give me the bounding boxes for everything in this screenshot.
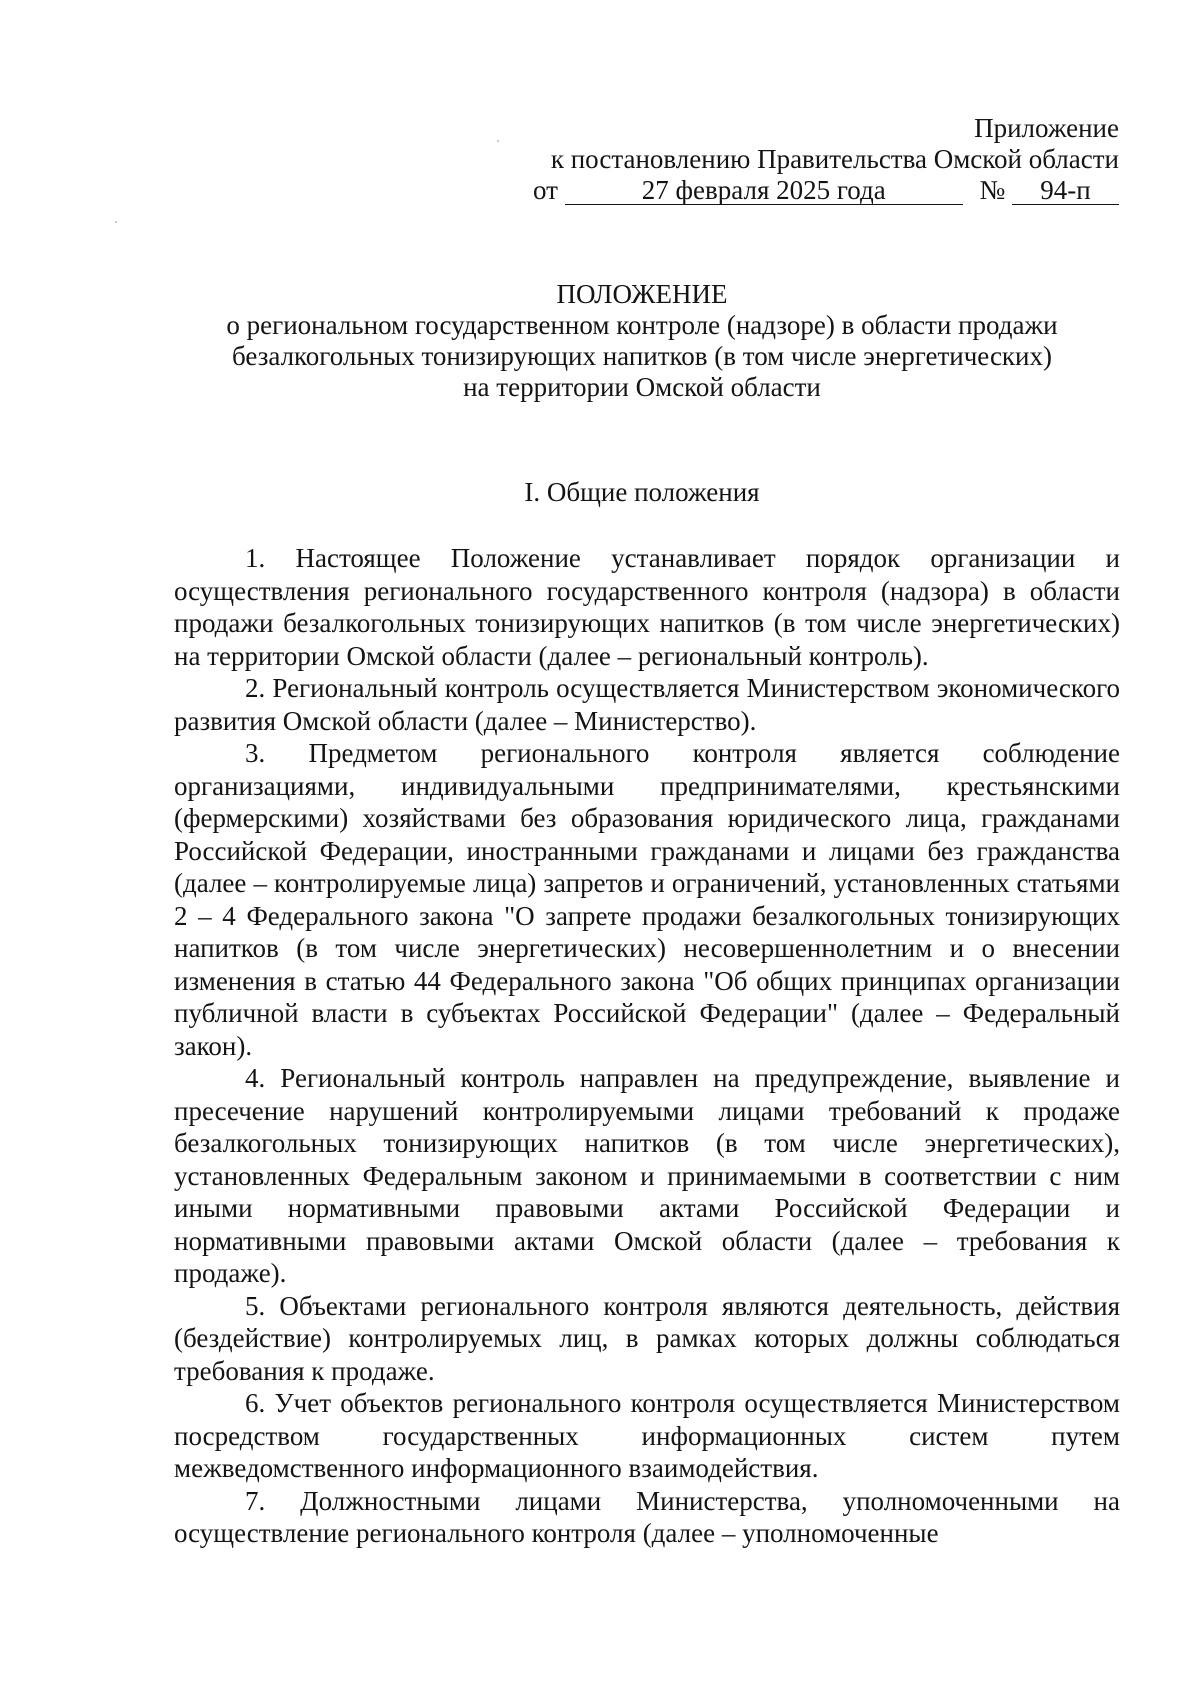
title-line: безалкогольных тонизирующих напитков (в том числе энергетических)	[232, 341, 1052, 371]
paragraph-2: 2. Региональный контроль осуществляется Министерством экономического развития Омской области (далее – Министерство).	[174, 673, 1120, 736]
section-heading: I. Общие положения	[524, 477, 760, 507]
resolution-reference: к постановлению Правительства Омской области	[550, 144, 1119, 174]
paragraph-7: 7. Должностными лицами Министерства, уполномоченными на осуществление регионального контроля (далее – уполномоченные	[174, 1485, 1120, 1548]
resolution-date-number	[533, 175, 1119, 206]
paragraph-5: 5. Объектами регионального контроля являются деятельность, действия (бездействие) контролируемых лиц, в рамках которых должны соблюдаться требования к продаже.	[174, 1290, 1120, 1386]
document-body	[174, 542, 1120, 1550]
paragraph-6: 6. Учет объектов регионального контроля осуществляется Министерством посредством государственных информационных систем путем межведомственного информационного взаимодействия.	[174, 1388, 1120, 1483]
appendix-header	[533, 113, 1119, 206]
date-prefix: от	[533, 175, 558, 205]
title-heading: ПОЛОЖЕНИЕ	[556, 279, 728, 309]
paragraph-3: 3. Предметом регионального контроля является соблюдение организациями, индивидуальными предпринимателями, крестьянскими (фермерскими) хозяйствами без образования юридического лица, гражданами Российской Федерации, иностранными гражданами и лицами без гражданства (далее – контролируемые лица) запретов и ограничений, установленных статьями 2 – 4 Федерального закона "О запрете продажи безалкогольных тонизирующих напитков (в том числе энергетических) несовершеннолетним и о внесении изменения в статью 44 Федерального закона "Об общих принципах организации публичной власти в субъектах Российской Федерации" (далее – Федеральный закон).	[174, 738, 1120, 1061]
number-sign: №	[979, 175, 1006, 205]
resolution-date: 27 февраля 2025 года	[565, 177, 963, 205]
title-line: на территории Омской области	[463, 372, 821, 402]
paragraph-4: 4. Региональный контроль направлен на предупреждение, выявление и пресечение нарушений контролируемыми лицами требований к продаже безалкогольных тонизирующих напитков (в том числе энергетических), установленных Федеральным законом и принимаемыми в соответствии с ним иными нормативными правовыми актами Российской Федерации и нормативными правовыми актами Омской области (далее – требования к продаже).	[174, 1063, 1120, 1288]
document-title	[170, 279, 1114, 403]
resolution-number: 94-п	[1012, 177, 1119, 205]
scan-speck	[497, 140, 499, 142]
appendix-label: Приложение	[974, 113, 1119, 143]
paragraph-1: 1. Настоящее Положение устанавливает порядок организации и осуществления регионального государственного контроля (надзора) в области продажи безалкогольных тонизирующих напитков (в том числе энергетических) на территории Омской области (далее – региональный контроль).	[174, 543, 1120, 671]
title-line: о региональном государственном контроле (надзоре) в области продажи	[226, 310, 1058, 340]
scan-speck	[115, 221, 117, 223]
